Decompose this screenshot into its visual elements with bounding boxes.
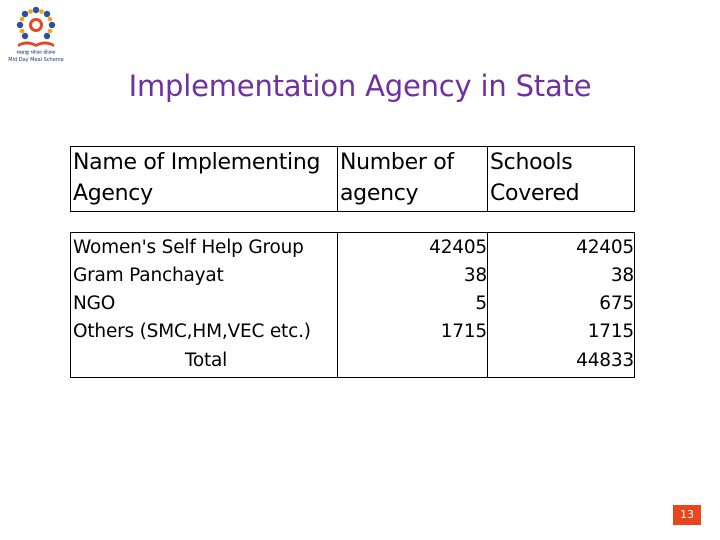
header-agency-name-line2: Agency bbox=[73, 181, 153, 206]
row-name: Others (SMC,HM,VEC etc.) bbox=[73, 321, 311, 342]
header-number-of-agency bbox=[340, 147, 454, 209]
header-number-line2: agency bbox=[340, 181, 419, 206]
row-schools: 1715 bbox=[587, 321, 634, 342]
column-divider bbox=[487, 233, 488, 377]
header-schools-line2: Covered bbox=[490, 181, 580, 206]
table-body bbox=[70, 232, 635, 378]
row-agencies: 38 bbox=[463, 265, 487, 286]
row-name: Gram Panchayat bbox=[73, 265, 224, 286]
row-agencies: 5 bbox=[475, 293, 487, 314]
table-header bbox=[70, 146, 635, 212]
header-number-line1: Number of bbox=[340, 150, 454, 175]
header-schools-line1: Schools bbox=[490, 150, 573, 175]
row-schools: 675 bbox=[599, 293, 634, 314]
header-agency-name-line1: Name of Implementing bbox=[73, 150, 321, 175]
logo-caption-hindi: मध्याह्न भोजन योजना bbox=[16, 50, 56, 56]
row-schools: 38 bbox=[610, 265, 634, 286]
column-divider bbox=[337, 147, 338, 211]
header-schools-covered bbox=[490, 147, 579, 209]
logo-caption-english: Mid Day Meal Scheme bbox=[8, 57, 64, 63]
slide-title: Implementation Agency in State bbox=[128, 69, 592, 103]
row-name: Women's Self Help Group bbox=[73, 237, 304, 258]
row-agencies: 1715 bbox=[440, 321, 487, 342]
header-agency-name bbox=[73, 147, 320, 209]
page-number-badge: 13 bbox=[673, 505, 701, 525]
column-divider bbox=[487, 147, 488, 211]
row-name: NGO bbox=[73, 293, 116, 314]
total-schools: 44833 bbox=[576, 350, 634, 371]
total-label: Total bbox=[184, 350, 228, 371]
row-agencies: 42405 bbox=[429, 237, 487, 258]
row-schools: 42405 bbox=[576, 237, 634, 258]
